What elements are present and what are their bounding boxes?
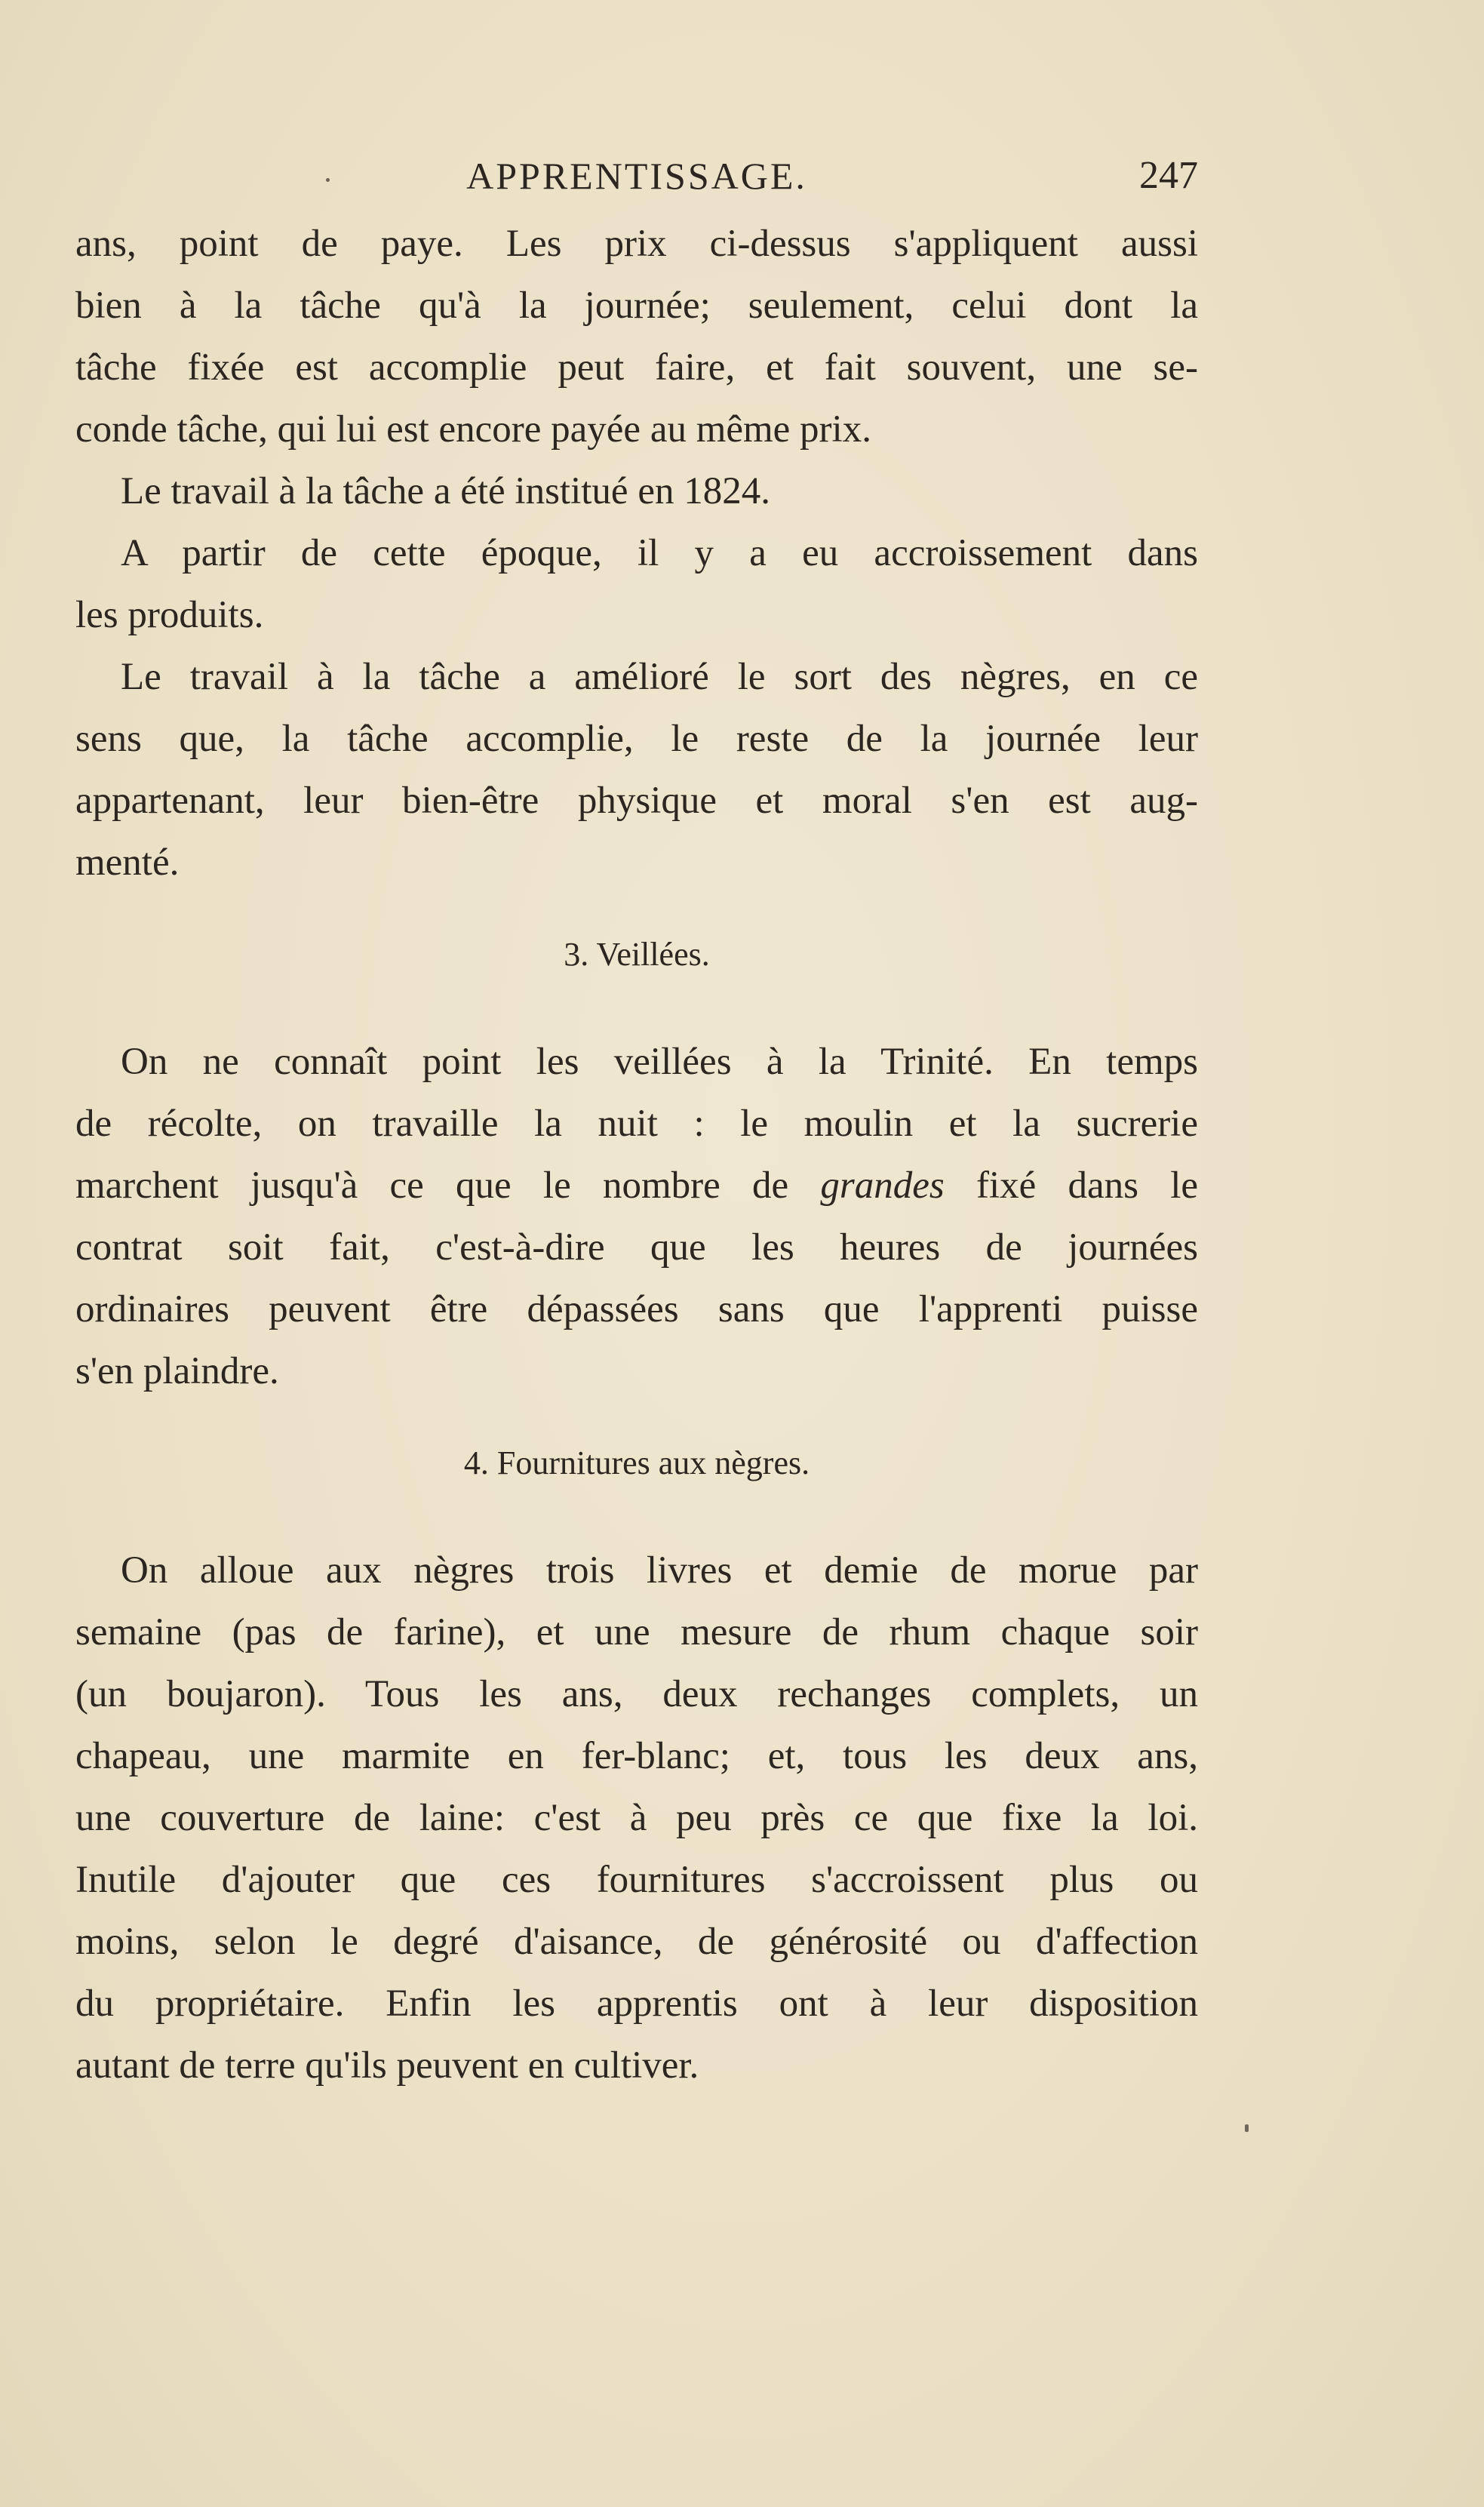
text-line: (un boujaron). Tous les ans, deux rechanges complets, un [75, 1673, 1198, 1715]
text-line: tâche fixée est accomplie peut faire, et fait souvent, une se- [75, 346, 1198, 389]
text-line: s'en plaindre. [75, 1350, 279, 1392]
text-line: contrat soit fait, c'est-à-dire que les heures de journées [75, 1226, 1198, 1269]
paragraph [75, 646, 1198, 894]
print-speck [1245, 2124, 1249, 2132]
paragraph [75, 522, 1198, 646]
text-line: conde tâche, qui lui est encore payée au même prix. [75, 408, 871, 451]
text-line: ans, point de paye. Les prix ci-dessus s'appliquent aussi [75, 223, 1198, 265]
text-line: On ne connaît point les veillées à la Trinité. En temps [121, 1041, 1198, 1083]
italic-term: grandes [820, 1164, 945, 1207]
text-line: chapeau, une marmite en fer-blanc; et, tous les deux ans, [75, 1735, 1198, 1777]
text-line: ordinaires peuvent être dépassées sans que l'apprenti puisse [75, 1288, 1198, 1330]
text-line: de récolte, on travaille la nuit : le moulin et la sucrerie [75, 1103, 1198, 1145]
text-line: On alloue aux nègres trois livres et demie de morue par [121, 1549, 1198, 1592]
text-line: autant de terre qu'ils peuvent en cultiver. [75, 2044, 699, 2087]
page-header [75, 149, 1198, 202]
paragraph [75, 1031, 1198, 1402]
text-line: une couverture de laine: c'est à peu près ce que fixe la loi. [75, 1797, 1198, 1839]
paragraph [75, 460, 1198, 522]
section-heading-fournitures: 4. Fournitures aux nègres. [463, 1444, 810, 1481]
text-line [75, 1155, 1198, 1217]
body-text [75, 213, 1198, 2096]
text-line: Le travail à la tâche a amélioré le sort des nègres, en ce [121, 656, 1198, 698]
text-line: du propriétaire. Enfin les apprentis ont à leur disposition [75, 1983, 1198, 2025]
text-line: bien à la tâche qu'à la journée; seulement, celui dont la [75, 285, 1198, 327]
text-line: moins, selon le degré d'aisance, de générosité ou d'affection [75, 1921, 1198, 1963]
text-line: A partir de cette époque, il y a eu accroissement dans [121, 532, 1198, 574]
text-line: Inutile d'ajouter que ces fournitures s'accroissent plus ou [75, 1859, 1198, 1901]
section-heading-veillees: 3. Veillées. [564, 936, 710, 973]
text-line: Le travail à la tâche a été institué en 1824. [121, 470, 770, 512]
text-run: fixé dans le [944, 1164, 1199, 1207]
print-speck [326, 178, 330, 182]
text-line: les produits. [75, 594, 264, 636]
page-number: 247 [1139, 154, 1198, 197]
paragraph [75, 213, 1198, 460]
text-line: menté. [75, 841, 180, 884]
text-line: sens que, la tâche accomplie, le reste de la journée leur [75, 718, 1198, 760]
text-line: semaine (pas de farine), et une mesure de rhum chaque soir [75, 1611, 1198, 1653]
running-head: APPRENTISSAGE. [466, 155, 807, 197]
paragraph [75, 1540, 1198, 2096]
text-line: appartenant, leur bien-être physique et moral s'en est aug- [75, 780, 1198, 822]
text-run: marchent jusqu'à ce que le nombre de [75, 1164, 821, 1207]
